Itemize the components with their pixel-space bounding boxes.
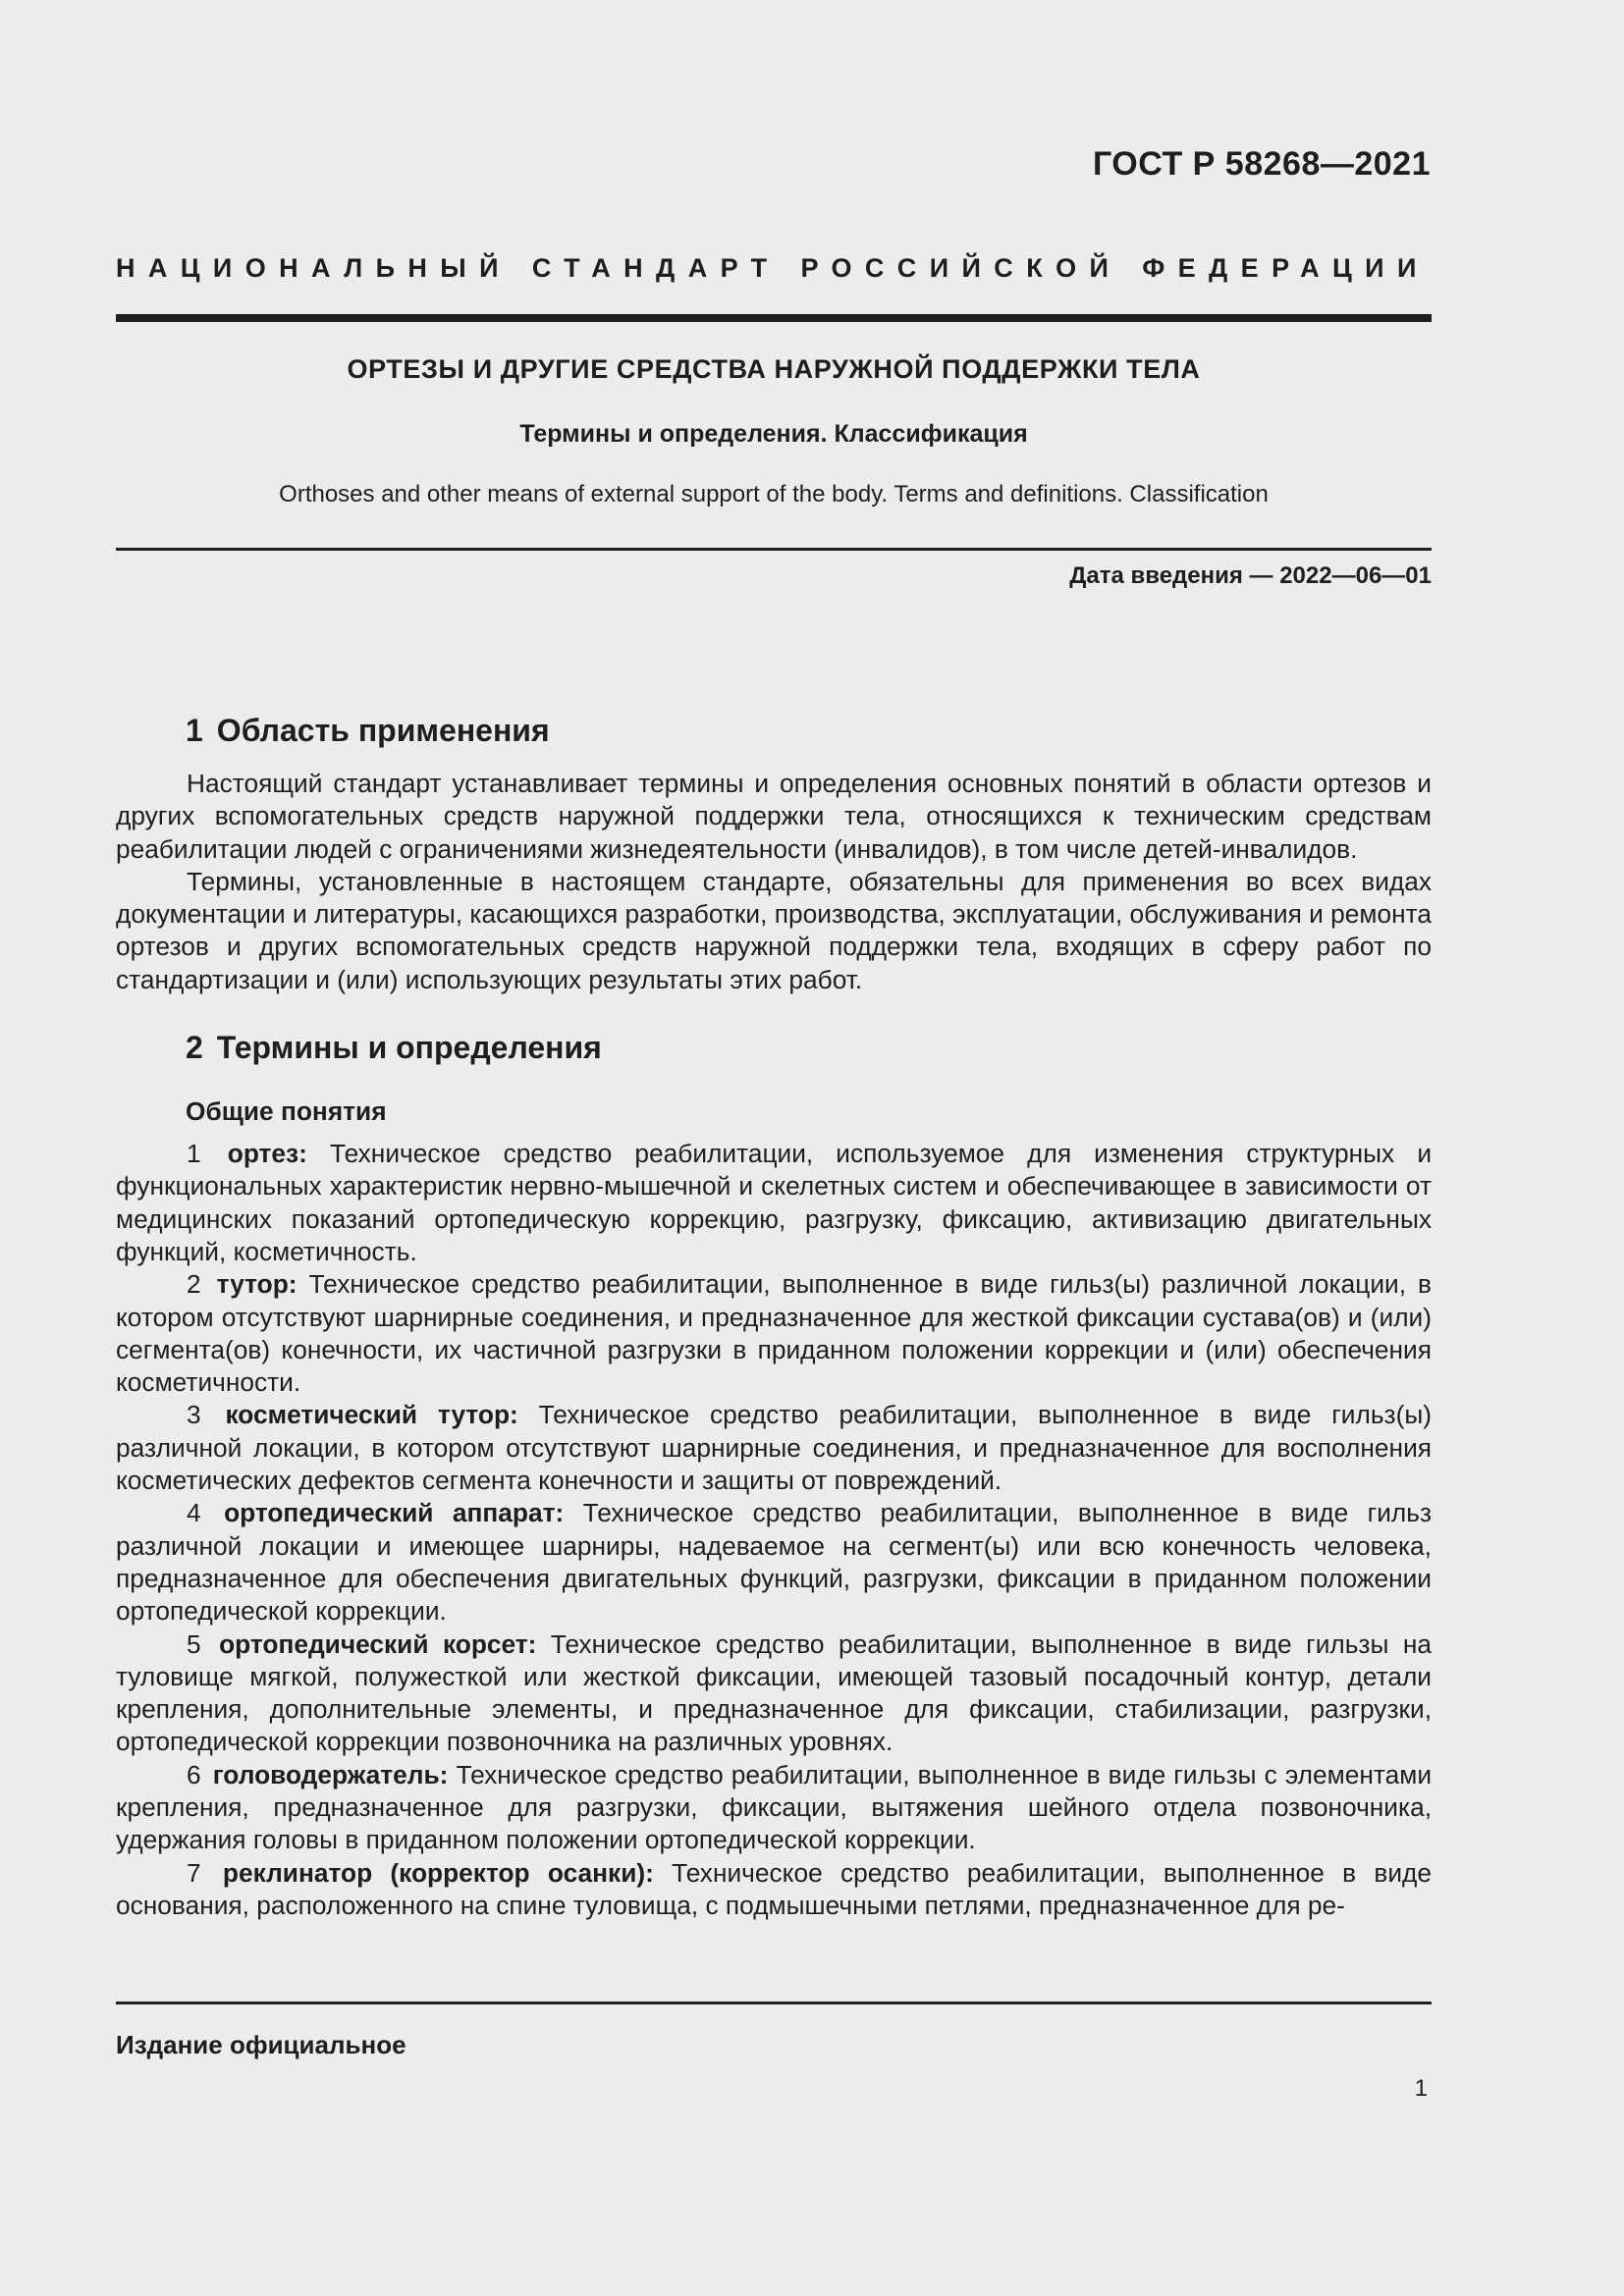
paragraph: Термины, установленные в настоящем стандарте, обязательны для применения во всех видах документации и литературы, касающихся разработки, производства, эксплуатации, обслуживания и ремонта ортезов и других вспомогательных средств наружной поддержки тела, входящих в сферу работ по стандартизации и (или) использующих результаты этих работ. bbox=[116, 866, 1432, 994]
official-edition-label: Издание официальное bbox=[116, 2030, 406, 2059]
term-entry: 5 ортопедический корсет: Техническое средство реабилитации, выполненное в виде гильзы на туловище мягкой, полужесткой или жесткой фиксации, имеющей тазовый посадочный контур, детали крепления, дополнительные элементы, и предназначенное для фиксации, стабилизации, разгрузки, ортопедической коррекции позвоночника на различных уровнях. bbox=[116, 1629, 1432, 1757]
term-entry: 6 головодержатель: Техническое средство реабилитации, выполненное в виде гильзы с элементами крепления, предназначенное для разгрузки, фиксации, вытяжения шейного отдела позвоночника, удержания головы в приданном положении ортопедической коррекции. bbox=[116, 1759, 1433, 1855]
term-entry: 3 косметический тутор: Техническое средство реабилитации, выполненное в виде гильз(ы) различной локации, в котором отсутствуют шарнирные соединения, и предназначенное для восполнения косметических дефектов сегмента конечности и защиты от повреждений. bbox=[116, 1400, 1432, 1496]
section-heading: 2 Термины и определения bbox=[186, 1030, 602, 1066]
english-title: Orthoses and other means of external support of the body. Terms and definitions. Classification bbox=[279, 481, 1269, 507]
term-entry: 4 ортопедический аппарат: Техническое средство реабилитации, выполненное в виде гильз различной локации и имеющее шарниры, надеваемое на сегмент(ы) или всю конечность человека, предназначенное для обеспечения двигательных функций, разгрузки, фиксации в приданном положении ортопедической коррекции. bbox=[116, 1498, 1433, 1627]
national-standard-label: НАЦИОНАЛЬНЫЙ СТАНДАРТ РОССИЙСКОЙ ФЕДЕРАЦИИ bbox=[116, 253, 1430, 283]
page-number: 1 bbox=[1414, 2075, 1428, 2102]
header-divider bbox=[116, 314, 1432, 322]
footer-divider bbox=[116, 2002, 1432, 2004]
term-entry: 1 ортез: Техническое средство реабилитации, используемое для изменения структурных и функциональных характеристик нервно-мышечной и скелетных систем и обеспечивающее в зависимости от медицинских показаний ортопедическую коррекцию, разгрузку, фиксацию, активизацию двигательных функций, косметичность. bbox=[116, 1139, 1433, 1266]
section-heading: 1 Область применения bbox=[186, 713, 550, 748]
introduction-date: Дата введения — 2022—06—01 bbox=[1069, 562, 1432, 589]
standard-number: ГОСТ Р 58268—2021 bbox=[1092, 145, 1431, 183]
document-subtitle: Термины и определения. Классификация bbox=[519, 420, 1028, 448]
paragraph: Настоящий стандарт устанавливает термины и определения основных понятий в области ортезов и других вспомогательных средств наружной поддержки тела, относящихся к техническим средствам реабилитации людей с ограничениями жизнедеятельности (инвалидов), в том числе детей-инвалидов. bbox=[116, 769, 1432, 864]
subsection-heading: Общие понятия bbox=[186, 1096, 387, 1127]
document-body bbox=[116, 707, 1432, 1922]
term-entry: 7 реклинатор (корректор осанки): Техническое средство реабилитации, выполненное в виде основания, расположенного на спине туловища, с подмышечными петлями, предназначенное для ре- bbox=[116, 1857, 1433, 1920]
title-divider bbox=[116, 548, 1432, 551]
term-entry: 2 тутор: Техническое средство реабилитации, выполненное в виде гильз(ы) различной локации, в котором отсутствуют шарнирные соединения, и предназначенное для жесткой фиксации сустава(ов) и (или) сегмента(ов) конечности, их частичной разгрузки в приданном положении коррекции и (или) обеспечения косметичности. bbox=[116, 1269, 1432, 1398]
document-title: ОРТЕЗЫ И ДРУГИЕ СРЕДСТВА НАРУЖНОЙ ПОДДЕРЖКИ ТЕЛА bbox=[347, 354, 1201, 384]
